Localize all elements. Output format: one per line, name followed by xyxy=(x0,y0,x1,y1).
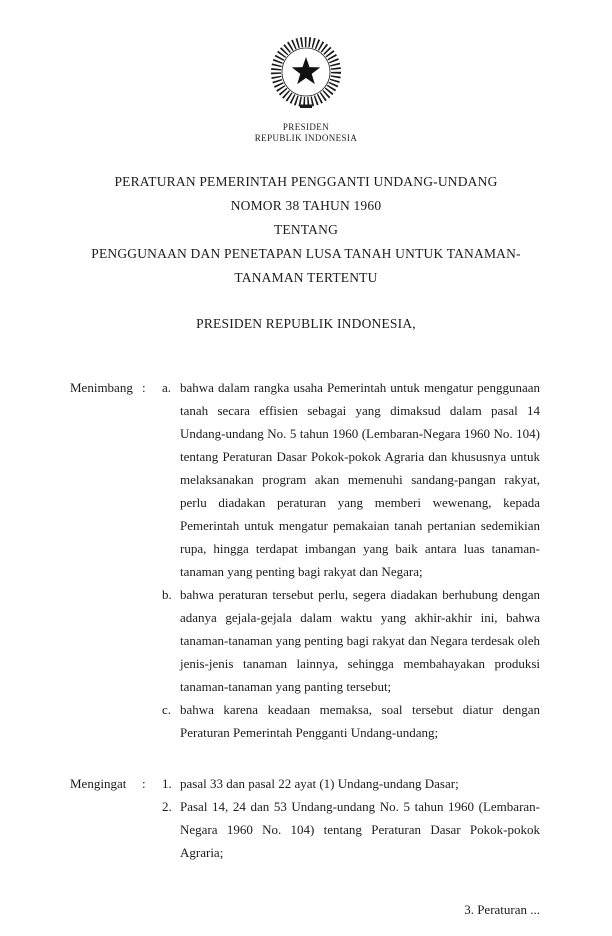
section-menimbang xyxy=(0,376,612,744)
title-line-number: NOMOR 38 TAHUN 1960 xyxy=(230,198,382,213)
page-catchword: 3. Peraturan ... xyxy=(464,902,540,917)
title-line-subject-1: PENGGUNAAN DAN PENETAPAN LUSA TANAH UNTUK TANAMAN- xyxy=(91,246,521,261)
item-text: bahwa karena keadaan memaksa, soal tersebut diatur dengan Peraturan Pemerintah Pengganti Undang-undang; xyxy=(180,702,540,740)
list-item xyxy=(162,376,540,583)
item-text: Pasal 14, 24 dan 53 Undang-undang No. 5 tahun 1960 (Lembaran-Negara 1960 No. 104) tentang Peraturan Dasar Pokok-pokok Agraria; xyxy=(180,799,540,860)
item-marker: 1. xyxy=(162,776,172,791)
section-mengingat xyxy=(0,772,612,864)
list-item xyxy=(162,698,540,744)
title-line-regulation: PERATURAN PEMERINTAH PENGGANTI UNDANG-UNDANG xyxy=(114,174,498,189)
document-title xyxy=(0,170,612,290)
section-label: Mengingat xyxy=(70,776,127,791)
letterhead-presiden: PRESIDEN xyxy=(282,122,330,132)
section-items xyxy=(162,772,540,864)
item-marker: 2. xyxy=(162,799,172,814)
item-text: bahwa peraturan tersebut perlu, segera diadakan berhubung dengan adanya gejala-gejala dalam waktu yang akhir-akhir ini, bahwa tanaman-tanaman yang penting bagi rakyat dan Negara terdesak oleh jenis-jenis tanaman lainnya, sehingga membahayakan produksi tanaman-tanaman yang panting tersebut; xyxy=(180,587,540,694)
item-text: bahwa dalam rangka usaha Pemerintah untuk mengatur penggunaan tanah secara effisien sebagai yang dimaksud dalam pasal 14 Undang-undang No. 5 tahun 1960 (Lembaran-Negara 1960 No. 104) tentang Peraturan Dasar Pokok-pokok Agraria dan khususnya untuk melaksanakan program akan memenuhi sandang-pangan rakyat, perlu diadakan peraturan yang memberi wewenang, kepada Pemerintah untuk mengatur pemakaian tanah pertanian sedemikian rupa, hingga terdapat imbangan yang baik antara luas tanaman-tanaman yang penting bagi rakyat dan Negara; xyxy=(180,380,540,579)
list-item xyxy=(162,583,540,698)
opening-line: PRESIDEN REPUBLIK INDONESIA, xyxy=(196,316,416,331)
letterhead xyxy=(0,0,612,144)
title-line-tentang: TENTANG xyxy=(273,222,339,237)
section-colon: : xyxy=(142,380,146,395)
letterhead-caption xyxy=(0,122,612,144)
item-marker: a. xyxy=(162,380,172,395)
letterhead-republik-indonesia: REPUBLIK INDONESIA xyxy=(254,133,358,143)
presidential-emblem-icon xyxy=(0,28,612,117)
item-marker: b. xyxy=(162,587,172,602)
list-item xyxy=(162,795,540,864)
section-items xyxy=(162,376,540,744)
item-text: pasal 33 dan pasal 22 ayat (1) Undang-undang Dasar; xyxy=(180,776,459,791)
item-marker: c. xyxy=(162,702,172,717)
section-colon: : xyxy=(142,776,146,791)
section-label: Menimbang xyxy=(70,380,133,395)
list-item xyxy=(162,772,540,795)
title-line-subject-2: TANAMAN TERTENTU xyxy=(234,270,378,285)
